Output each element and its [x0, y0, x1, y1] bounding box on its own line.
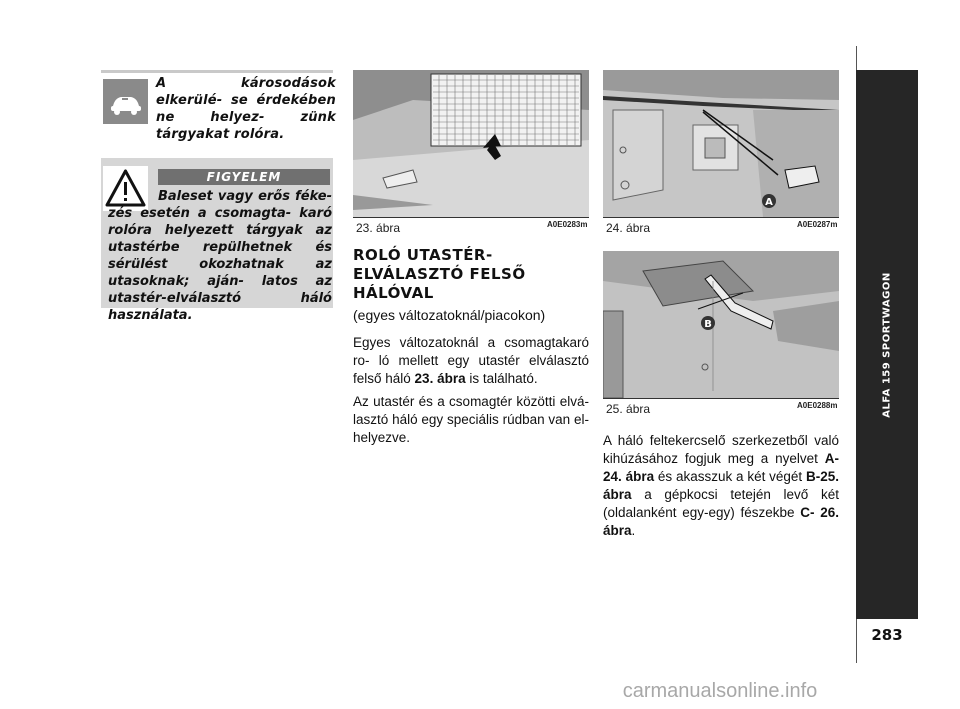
paragraph-1: Egyes változatoknál a csomagtakaró ro- ló mellett egy utastér elválasztó felső háló 23. ábra is található.: [353, 335, 589, 386]
figure-23-code: A0E0283m: [547, 220, 588, 229]
marker-b: B: [704, 319, 712, 330]
figure-23-caption: 23. ábra: [356, 221, 401, 235]
figure-24: [603, 70, 839, 217]
figure-25-rule: [603, 398, 839, 399]
figure-25-code: A0E0288m: [797, 401, 838, 410]
paragraph-2: Az utastér és a csomagtér közötti elvá- lasztó háló egy speciális rúdban van el- helyezve.: [353, 394, 589, 445]
sidebar-label: ALFA 159 SPORTWAGON: [881, 272, 893, 418]
figure-23-rule: [353, 217, 589, 218]
paragraph-3: A háló feltekercselő szerkezetből való kihúzásához fogjuk meg a nyelvet A-24. ábra és akasszuk a két végét B-25. ábra a gépkocsi tetején levő két (oldalanként egy-egy) fészekbe C- 26. ábra.: [603, 433, 839, 538]
marker-a: A: [765, 197, 773, 208]
figure-24-rule: [603, 217, 839, 218]
figure-24-code: A0E0287m: [797, 220, 838, 229]
notice-text: A károsodások elkerülé- se érdekében ne helyez- zünk tárgyakat rolóra.: [156, 76, 336, 142]
sidebar-line-top: [856, 46, 857, 70]
figure-23: [353, 70, 589, 217]
figure-25: [603, 251, 839, 398]
warning-header: FIGYELEM: [158, 169, 330, 185]
figure-24-caption: 24. ábra: [606, 221, 651, 235]
watermark: carmanualsonline.info: [622, 680, 818, 702]
warning-text: Baleset vagy erős féke- zés esetén a csomagta- karó rolóra helyezett tárgyak az utastérbe repülhetnek és sérülést okozhatnak az utasoknak; aján- latos az utastér-elválasztó háló használata.: [108, 189, 332, 323]
car-damage-icon: [103, 79, 148, 124]
page-number: 283: [871, 626, 903, 644]
section-subheading: (egyes változatoknál/piacokon): [353, 307, 546, 323]
figure-25-caption: 25. ábra: [606, 402, 651, 416]
section-heading: ROLÓ UTASTÉR- ELVÁLASZTÓ FELSŐ HÁLÓVAL: [353, 246, 526, 302]
